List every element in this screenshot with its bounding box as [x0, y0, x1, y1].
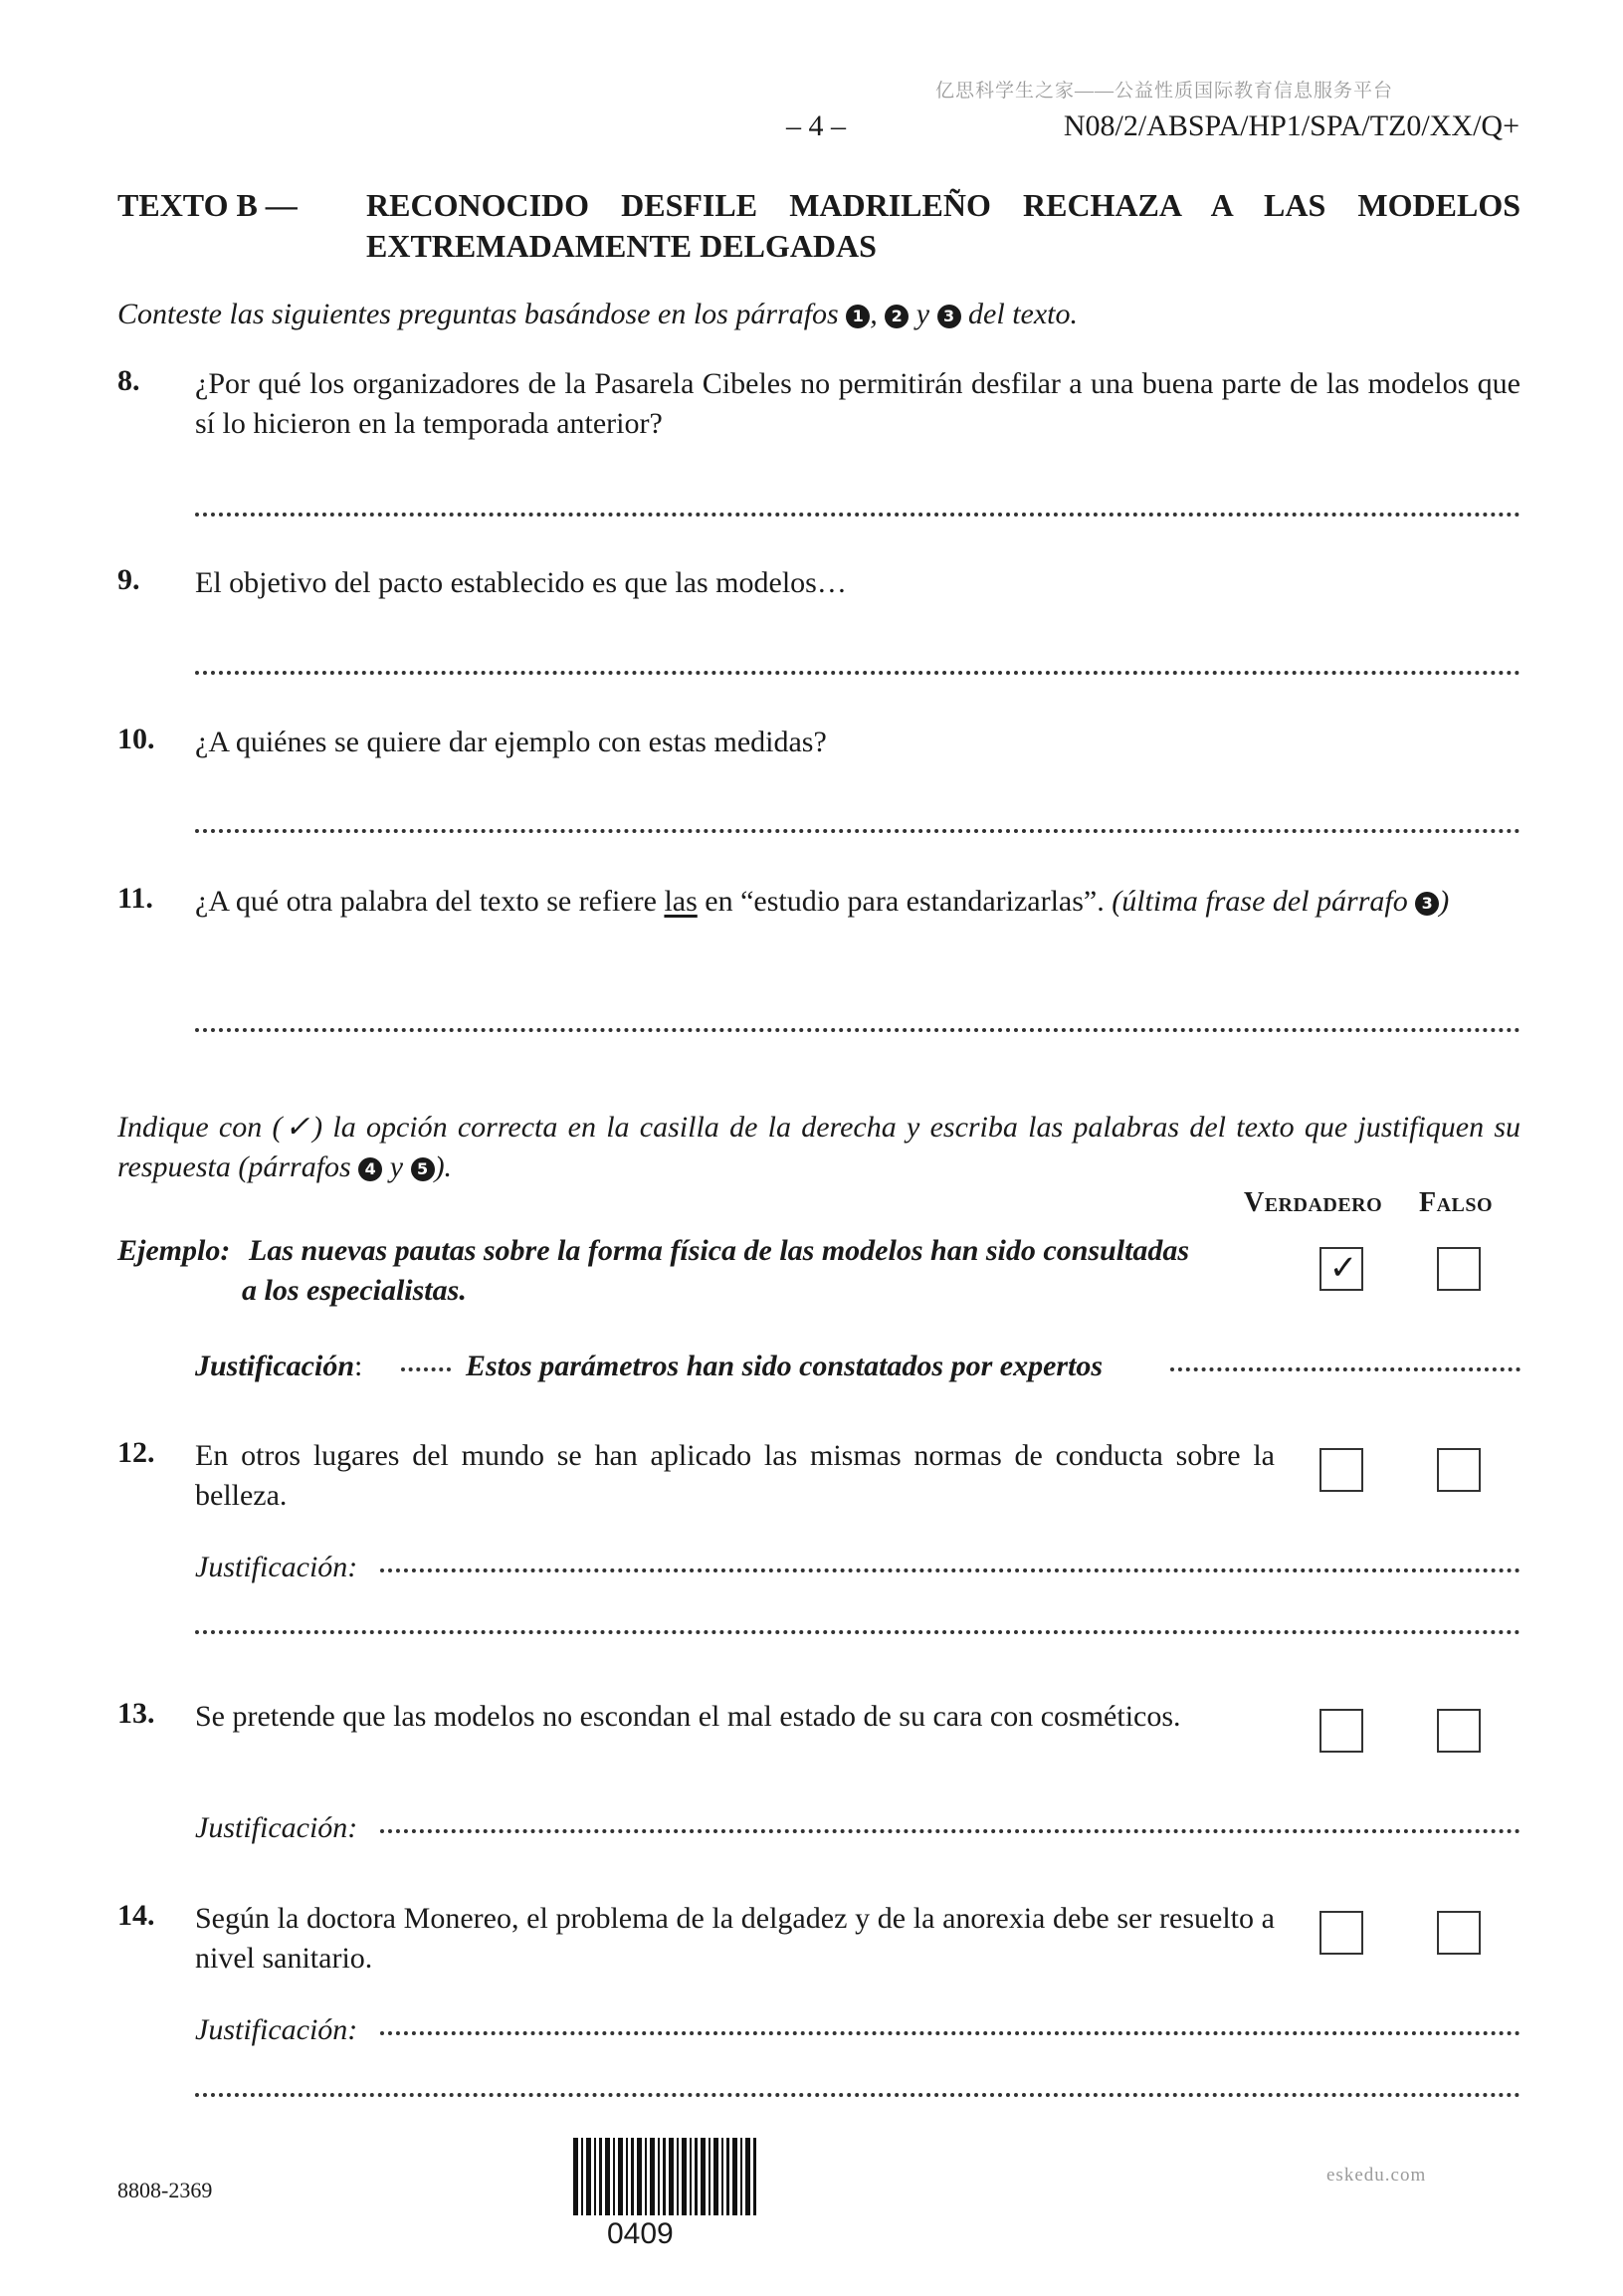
question-text: El objetivo del pacto establecido es que las modelos…: [195, 566, 847, 599]
justification-line[interactable]: [380, 1568, 1521, 1572]
example-statement-line-1: Las nuevas pautas sobre la forma física de las modelos han sido consultadas: [249, 1234, 1190, 1267]
paragraph-marker: 4: [358, 1157, 382, 1181]
true-checkbox[interactable]: [1319, 1448, 1363, 1492]
paragraph-marker: 1: [846, 305, 870, 328]
barcode-number: 0409: [607, 2217, 674, 2250]
document-id: 8808-2369: [117, 2178, 213, 2202]
question-number: 12.: [117, 1436, 155, 1469]
instructions-part-2: [117, 1108, 1521, 1187]
instructions-text: ).: [434, 1150, 453, 1183]
question-text-part: en “estudio para estandarizarlas”.: [697, 885, 1113, 918]
answer-line[interactable]: [195, 1620, 1521, 1634]
header-watermark: 亿思科学生之家——公益性质国际教育信息服务平台: [935, 81, 1394, 102]
barcode-image: [573, 2138, 756, 2215]
question-text: ¿A quiénes se quiere dar ejemplo con estas medidas?: [195, 726, 827, 758]
title-line-1: RECONOCIDO DESFILE MADRILEÑO RECHAZA A LAS MODELOS: [366, 187, 1521, 223]
statement-text: Según la doctora Monereo, el problema de la delgadez y de la anorexia debe ser resuelto a nivel sanitario.: [195, 1902, 1275, 1975]
justification-label: Justificación:: [195, 1551, 358, 1583]
answer-line[interactable]: [195, 819, 1521, 833]
question-note: (última frase del párrafo: [1112, 885, 1416, 918]
question-number: 10.: [117, 723, 155, 755]
justification-answer: Estos parámetros han sido constatados por expertos: [466, 1350, 1104, 1382]
instructions-part-1: [117, 295, 1521, 334]
justification-label: Justificación:: [195, 1811, 358, 1844]
example-prefix: Ejemplo:: [117, 1234, 231, 1267]
check-mark-icon: ✓: [1328, 1250, 1358, 1287]
false-checkbox[interactable]: [1437, 1709, 1481, 1753]
instructions-text: Conteste las siguientes preguntas basándose en los párrafos: [117, 298, 847, 330]
true-checkbox[interactable]: [1319, 1911, 1363, 1955]
paragraph-marker: 2: [885, 305, 909, 328]
true-checkbox[interactable]: [1319, 1709, 1363, 1753]
justification-label: Justificación:: [195, 2013, 358, 2046]
question-number: 8.: [117, 364, 140, 397]
answer-line[interactable]: [195, 503, 1521, 517]
paragraph-marker: 5: [411, 1157, 435, 1181]
separator: y: [909, 298, 937, 330]
answer-line[interactable]: [195, 661, 1521, 675]
example-true-checkbox[interactable]: [1319, 1247, 1363, 1291]
justification-line[interactable]: [380, 2031, 1521, 2035]
separator: y: [382, 1150, 411, 1183]
question-number: 14.: [117, 1899, 155, 1932]
answer-line[interactable]: [195, 1018, 1521, 1032]
underlined-word: las: [664, 885, 698, 918]
column-false-header: Falso: [1419, 1187, 1494, 1218]
instructions-text: del texto.: [960, 298, 1078, 330]
false-checkbox[interactable]: [1437, 1911, 1481, 1955]
justification-line[interactable]: [380, 1829, 1521, 1833]
question-text: ¿Por qué los organizadores de la Pasarela Cibeles no permitirán desfilar a una buena parte de las modelos que sí lo hicieron en la temporada anterior?: [195, 367, 1521, 440]
question-text: [195, 882, 1521, 922]
answer-line[interactable]: [195, 2083, 1521, 2097]
footer-watermark: eskedu.com: [1326, 2165, 1427, 2186]
question-text-part: ¿A qué otra palabra del texto se refiere: [195, 885, 665, 918]
question-number: 11.: [117, 882, 153, 915]
dot-leader: [1170, 1367, 1521, 1371]
separator: ,: [870, 298, 886, 330]
example-justification: Justificación: Estos parámetros han sido constatados por expertos: [195, 1350, 1521, 1383]
paper-code: N08/2/ABSPA/HP1/SPA/TZ0/XX/Q+: [1063, 109, 1520, 142]
title-prefix: TEXTO B —: [117, 187, 298, 223]
false-checkbox[interactable]: [1437, 1448, 1481, 1492]
paragraph-marker: 3: [1415, 892, 1439, 916]
question-number: 9.: [117, 563, 140, 596]
title-line-2: EXTREMADAMENTE DELGADAS: [366, 228, 877, 264]
question-note: ): [1439, 885, 1450, 918]
statement-text: Se pretende que las modelos no escondan el mal estado de su cara con cosméticos.: [195, 1700, 1181, 1733]
instructions-text: Indique con (✓) la opción correcta en la casilla de la derecha y escriba las palabras del texto que justifiquen su respuesta (párrafos: [117, 1111, 1521, 1183]
dot-leader: [401, 1367, 451, 1371]
question-number: 13.: [117, 1697, 155, 1730]
statement-text: En otros lugares del mundo se han aplicado las mismas normas de conducta sobre la belleza.: [195, 1439, 1275, 1512]
page-number: – 4 –: [786, 109, 846, 142]
example-false-checkbox[interactable]: [1437, 1247, 1481, 1291]
paragraph-marker: 3: [937, 305, 961, 328]
example-statement-line-2: a los especialistas.: [242, 1274, 467, 1307]
justification-label: Justificación: [195, 1350, 355, 1382]
column-true-header: Verdadero: [1244, 1187, 1383, 1218]
